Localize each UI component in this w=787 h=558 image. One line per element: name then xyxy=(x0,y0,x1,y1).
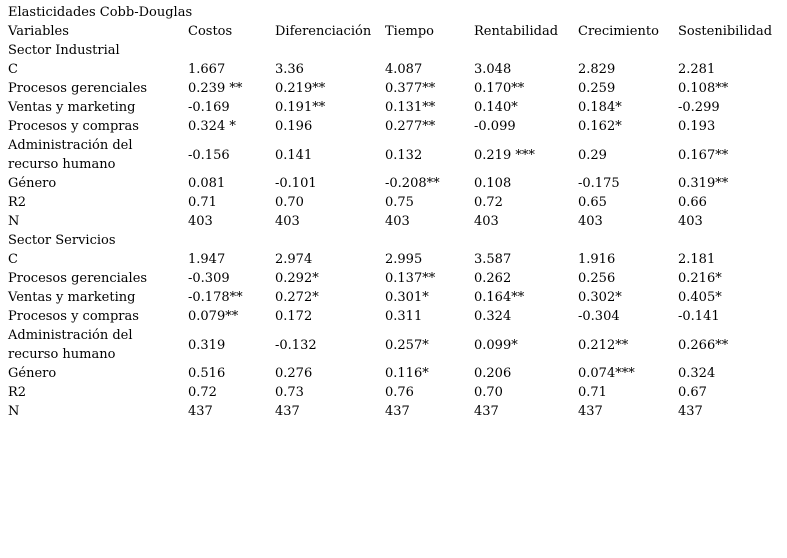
cell-value: 0.301* xyxy=(385,290,429,305)
cell-value: 2.974 xyxy=(275,252,313,267)
row-variable-label: Administración del recurso humano xyxy=(8,138,133,172)
cell-value: 0.72 xyxy=(474,195,503,210)
row-variable xyxy=(8,326,188,364)
cell-value: 0.319 xyxy=(188,337,226,353)
cell-value: 0.081 xyxy=(188,176,226,191)
col-header-crecimiento: Crecimiento xyxy=(578,24,659,39)
table-row xyxy=(8,250,787,269)
cell-value: 0.108** xyxy=(678,81,729,96)
row-variable-label: Género xyxy=(8,366,57,381)
row-variable-label: Procesos gerenciales xyxy=(8,81,148,96)
row-variable-label: Administración del recurso humano xyxy=(8,328,133,362)
section-label: Sector Industrial xyxy=(8,43,120,58)
cell-value: -0.208** xyxy=(385,176,440,191)
cell-value: 0.65 xyxy=(578,195,607,210)
row-variable xyxy=(8,79,188,98)
section-row xyxy=(8,231,787,250)
row-variable xyxy=(8,174,188,193)
cell-value: 0.074*** xyxy=(578,366,635,381)
cell-value: -0.156 xyxy=(188,147,230,163)
cell-value: 2.281 xyxy=(678,62,716,77)
table-row xyxy=(8,307,787,326)
row-variable xyxy=(8,98,188,117)
cell-value: 0.140* xyxy=(474,100,518,115)
col-header-tiempo: Tiempo xyxy=(385,24,434,39)
cell-value: 2.995 xyxy=(385,252,423,267)
col-header-costos: Costos xyxy=(188,24,233,39)
cell-value: -0.099 xyxy=(474,119,516,134)
cell-value: 0.162* xyxy=(578,119,622,134)
row-variable-label: Ventas y marketing xyxy=(8,100,136,115)
col-header-diferenciacion: Diferenciación xyxy=(275,24,372,39)
cell-value: 0.272* xyxy=(275,290,319,305)
cell-value: 0.73 xyxy=(275,385,304,400)
results-table xyxy=(8,22,787,421)
cell-value: 0.108 xyxy=(474,176,512,191)
cell-value: -0.132 xyxy=(275,337,317,353)
cell-value: 0.377** xyxy=(385,81,436,96)
cell-value: 0.262 xyxy=(474,271,512,286)
cell-value: 0.164** xyxy=(474,290,525,305)
cell-value: 0.516 xyxy=(188,366,226,381)
cell-value: 403 xyxy=(474,214,499,229)
table-row xyxy=(8,383,787,402)
cell-value: 0.216* xyxy=(678,271,722,286)
cell-value: 0.193 xyxy=(678,119,716,134)
cell-value: 437 xyxy=(275,404,300,419)
cell-value: 437 xyxy=(678,404,703,419)
table-row xyxy=(8,288,787,307)
cell-value: -0.309 xyxy=(188,271,230,286)
cell-value: -0.178** xyxy=(188,290,243,305)
cell-value: 4.087 xyxy=(385,62,423,77)
row-variable-label: Género xyxy=(8,176,57,191)
cell-value: 0.191** xyxy=(275,100,326,115)
cell-value: 0.70 xyxy=(474,385,503,400)
cell-value: 403 xyxy=(275,214,300,229)
cell-value: 403 xyxy=(188,214,213,229)
row-variable xyxy=(8,288,188,307)
table-row xyxy=(8,60,787,79)
cell-value: 0.172 xyxy=(275,309,313,324)
cell-value: 0.259 xyxy=(578,81,616,96)
row-variable xyxy=(8,402,188,421)
cell-value: 0.212** xyxy=(578,337,629,353)
cell-value: 1.947 xyxy=(188,252,226,267)
cell-value: 0.66 xyxy=(678,195,707,210)
row-variable xyxy=(8,212,188,231)
row-variable-label: R2 xyxy=(8,385,27,400)
header-row xyxy=(8,22,787,41)
cell-value: 0.70 xyxy=(275,195,304,210)
table-row xyxy=(8,364,787,383)
cell-value: 403 xyxy=(385,214,410,229)
cell-value: -0.169 xyxy=(188,100,230,115)
row-variable-label: R2 xyxy=(8,195,27,210)
cell-value: 0.67 xyxy=(678,385,707,400)
row-variable xyxy=(8,364,188,383)
row-variable xyxy=(8,383,188,402)
cell-value: 0.184* xyxy=(578,100,622,115)
row-variable-label: N xyxy=(8,404,20,419)
row-variable-label: Procesos y compras xyxy=(8,309,139,324)
section-row xyxy=(8,41,787,60)
cell-value: 0.206 xyxy=(474,366,512,381)
table-row xyxy=(8,212,787,231)
row-variable xyxy=(8,136,188,174)
cell-value: 403 xyxy=(678,214,703,229)
col-header-variables: Variables xyxy=(8,24,69,39)
cell-value: 0.137** xyxy=(385,271,436,286)
cell-value: 3.048 xyxy=(474,62,512,77)
cell-value: 403 xyxy=(578,214,603,229)
table-row xyxy=(8,117,787,136)
cell-value: 0.257* xyxy=(385,337,429,353)
section-label: Sector Servicios xyxy=(8,233,116,248)
cell-value: 0.266** xyxy=(678,337,729,353)
cell-value: 0.302* xyxy=(578,290,622,305)
row-variable xyxy=(8,193,188,212)
cell-value: 1.667 xyxy=(188,62,226,77)
cell-value: -0.175 xyxy=(578,176,620,191)
row-variable-label: Procesos gerenciales xyxy=(8,271,148,286)
cell-value: 0.219** xyxy=(275,81,326,96)
cell-value: -0.304 xyxy=(578,309,620,324)
row-variable-label: N xyxy=(8,214,20,229)
cell-value: 2.181 xyxy=(678,252,716,267)
cell-value: 0.75 xyxy=(385,195,414,210)
table-title: Elasticidades Cobb-Douglas xyxy=(8,5,193,20)
cell-value: 0.219 *** xyxy=(474,147,535,163)
cell-value: 2.829 xyxy=(578,62,616,77)
table-row xyxy=(8,193,787,212)
cell-value: -0.141 xyxy=(678,309,720,324)
cell-value: 0.324 * xyxy=(188,119,236,134)
cell-value: 437 xyxy=(578,404,603,419)
table-row xyxy=(8,174,787,193)
cell-value: 437 xyxy=(188,404,213,419)
table-row xyxy=(8,136,787,174)
table-row xyxy=(8,402,787,421)
cell-value: 0.405* xyxy=(678,290,722,305)
cell-value: 3.587 xyxy=(474,252,512,267)
cell-value: 0.71 xyxy=(188,195,217,210)
row-variable-label: C xyxy=(8,252,18,267)
cell-value: 0.72 xyxy=(188,385,217,400)
cell-value: 0.71 xyxy=(578,385,607,400)
cell-value: 0.079** xyxy=(188,309,239,324)
cell-value: 437 xyxy=(385,404,410,419)
cell-value: 437 xyxy=(474,404,499,419)
table-row xyxy=(8,269,787,288)
cell-value: 0.116* xyxy=(385,366,429,381)
cell-value: 0.276 xyxy=(275,366,313,381)
cell-value: 0.131** xyxy=(385,100,436,115)
row-variable-label: Procesos y compras xyxy=(8,119,139,134)
cell-value: 0.29 xyxy=(578,147,607,163)
row-variable xyxy=(8,307,188,326)
cell-value: -0.299 xyxy=(678,100,720,115)
cell-value: 0.167** xyxy=(678,147,729,163)
row-variable xyxy=(8,269,188,288)
cell-value: 0.256 xyxy=(578,271,616,286)
cell-value: 0.311 xyxy=(385,309,423,324)
cell-value: 0.132 xyxy=(385,147,423,163)
cell-value: 0.239 ** xyxy=(188,81,243,96)
cell-value: 0.76 xyxy=(385,385,414,400)
cell-value: -0.101 xyxy=(275,176,317,191)
cell-value: 0.196 xyxy=(275,119,313,134)
cell-value: 0.277** xyxy=(385,119,436,134)
row-variable xyxy=(8,117,188,136)
cell-value: 0.324 xyxy=(678,366,716,381)
cell-value: 3.36 xyxy=(275,62,304,77)
col-header-sostenibilidad: Sostenibilidad xyxy=(678,24,773,39)
cell-value: 0.292* xyxy=(275,271,319,286)
cell-value: 0.141 xyxy=(275,147,313,163)
cell-value: 0.099* xyxy=(474,337,518,353)
row-variable-label: Ventas y marketing xyxy=(8,290,136,305)
table-row xyxy=(8,79,787,98)
col-header-rentabilidad: Rentabilidad xyxy=(474,24,559,39)
table-body xyxy=(8,41,787,421)
cell-value: 1.916 xyxy=(578,252,616,267)
cell-value: 0.319** xyxy=(678,176,729,191)
cell-value: 0.170** xyxy=(474,81,525,96)
row-variable xyxy=(8,250,188,269)
cell-value: 0.324 xyxy=(474,309,512,324)
row-variable xyxy=(8,60,188,79)
table-row xyxy=(8,98,787,117)
table-row xyxy=(8,326,787,364)
row-variable-label: C xyxy=(8,62,18,77)
